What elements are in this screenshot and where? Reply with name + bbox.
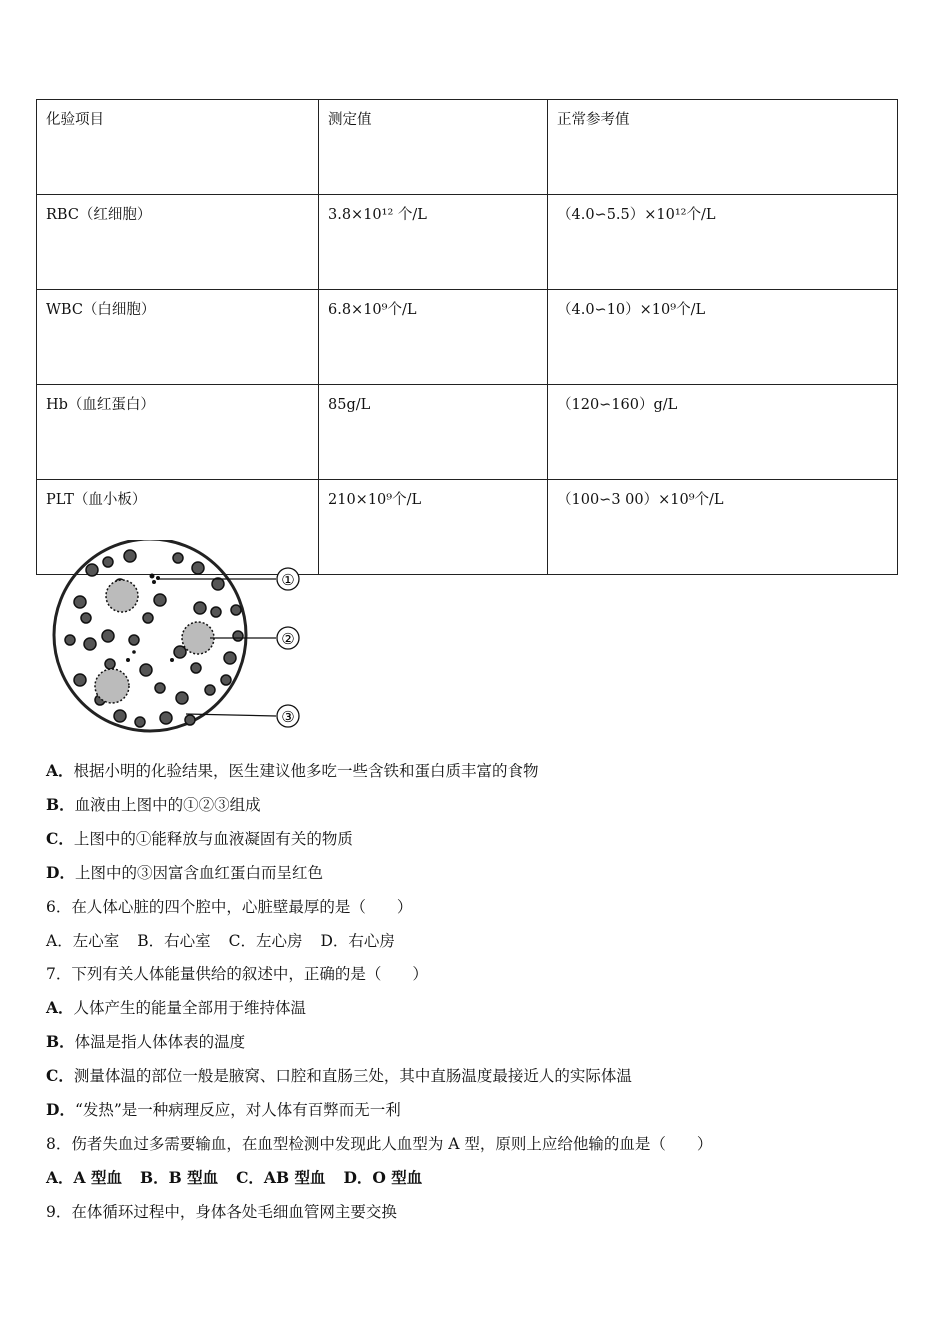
q6-option-d: D．右心房: [320, 932, 395, 950]
cell-reference: （120∽160）g/L: [548, 385, 898, 480]
callout-2: [277, 627, 299, 649]
cell-item: WBC（白细胞）: [37, 290, 319, 385]
callout-label-1: ①: [281, 571, 295, 589]
table-row: [37, 385, 898, 480]
cell-item: PLT（血小板）: [37, 480, 319, 575]
q7-stem: 7．下列有关人体能量供给的叙述中，正确的是（ ）: [46, 965, 428, 983]
q7-option-a: A．人体产生的能量全部用于维持体温: [46, 998, 307, 1017]
q6-stem: 6．在人体心脏的四个腔中，心脏壁最厚的是（ ）: [46, 898, 413, 916]
callout-label-2: ②: [281, 630, 295, 648]
cell-reference: （4.0∽10）×10⁹个/L: [548, 290, 898, 385]
q7-option-d: D．“发热”是一种病理反应，对人体有百弊而无一利: [46, 1100, 401, 1119]
q6-option-c: C．左心房: [228, 932, 303, 950]
cell-reference: （4.0∽5.5）×10¹²个/L: [548, 195, 898, 290]
header-reference: 正常参考值: [548, 100, 898, 195]
microscope-field: [54, 540, 246, 731]
cell-item: RBC（红细胞）: [37, 195, 319, 290]
q9-stem: 9．在体循环过程中，身体各处毛细血管网主要交换: [46, 1203, 397, 1221]
blood-test-table: [36, 99, 898, 575]
q7-option-c: C．测量体温的部位一般是腋窝、口腔和直肠三处，其中直肠温度最接近人的实际体温: [46, 1066, 632, 1085]
q8-stem: 8．伤者失血过多需要输血，在血型检测中发现此人血型为 A 型，原则上应给他输的血是（ ）: [46, 1135, 713, 1153]
cell-item: Hb（血红蛋白）: [37, 385, 319, 480]
header-item: 化验项目: [37, 100, 319, 195]
callout-label-3: ③: [281, 708, 295, 726]
q6-option-a: A．左心室: [46, 932, 120, 950]
cell-value: 85g/L: [319, 385, 548, 480]
q5-option-c: C．上图中的①能释放与血液凝固有关的物质: [46, 829, 353, 848]
callout-1: [277, 568, 299, 590]
q7-option-b: B．体温是指人体体表的温度: [46, 1032, 246, 1051]
table-row: [37, 290, 898, 385]
q5-option-d: D．上图中的③因富含血红蛋白而呈红色: [46, 863, 323, 882]
blood-smear-diagram: [50, 540, 310, 740]
callout-markers: [277, 568, 299, 727]
cell-reference: （100∽3 00）×10⁹个/L: [548, 480, 898, 575]
cell-value: 3.8×10¹² 个/L: [319, 195, 548, 290]
q8-options: A．A 型血 B．B 型血 C．AB 型血 D．O 型血: [46, 1168, 423, 1187]
callout-3: [277, 705, 299, 727]
header-value: 测定值: [319, 100, 548, 195]
table-header-row: [37, 100, 898, 195]
q6-options: [46, 931, 395, 951]
q6-option-b: B．右心室: [137, 932, 211, 950]
q5-option-a: A．根据小明的化验结果，医生建议他多吃一些含铁和蛋白质丰富的食物: [46, 761, 539, 780]
cell-value: 6.8×10⁹个/L: [319, 290, 548, 385]
q5-option-b: B．血液由上图中的①②③组成: [46, 795, 261, 814]
table-row: [37, 195, 898, 290]
cell-value: 210×10⁹个/L: [319, 480, 548, 575]
